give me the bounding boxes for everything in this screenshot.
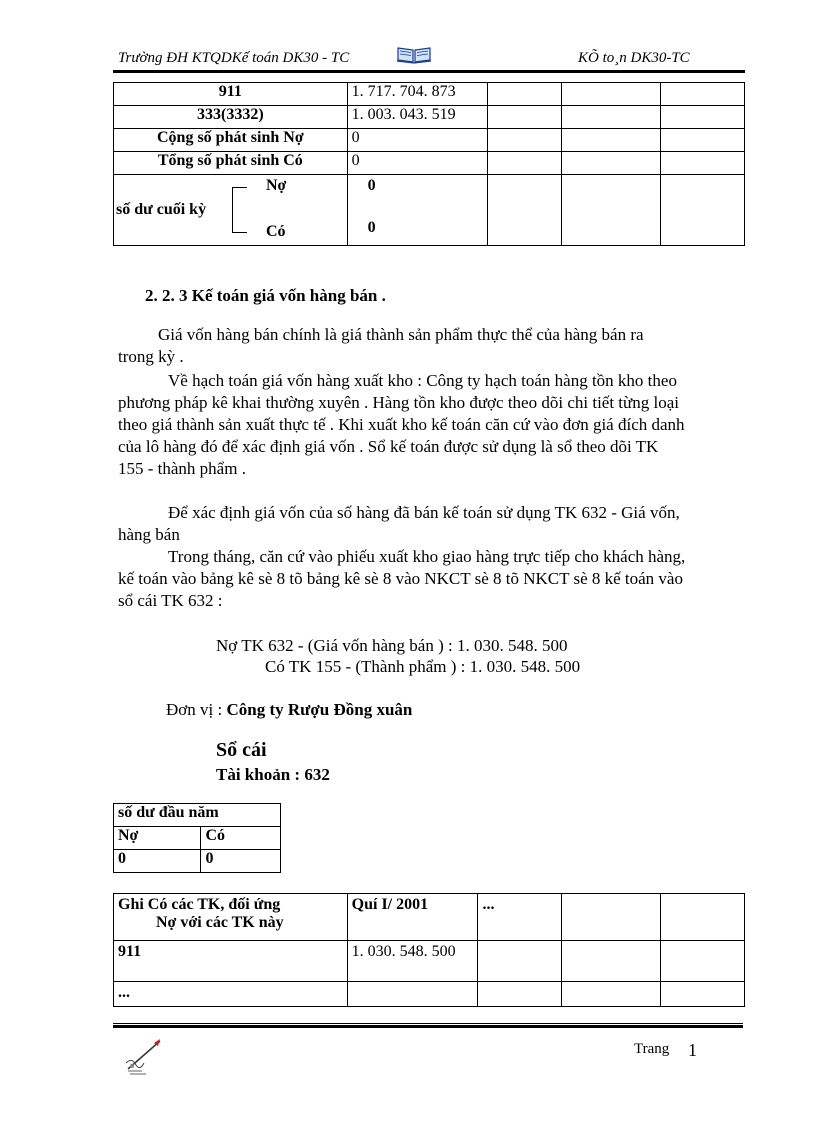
- credit-label: Có: [266, 223, 286, 240]
- credit-label: Có: [201, 827, 281, 850]
- paragraph-line: Để xác định giá vốn của số hàng đã bán kế toán sử dụng TK 632 - Giá vốn,: [168, 503, 680, 522]
- header-left-text: Trường ĐH KTQDKế toán DK30 - TC: [118, 50, 350, 66]
- row-value: 1. 030. 548. 500: [347, 941, 478, 982]
- bracket: [232, 187, 247, 233]
- closing-balance-values: [347, 175, 488, 246]
- journal-entry-debit: Nợ TK 632 - (Giá vốn hàng bán ) : 1. 030. 548. 500: [216, 636, 568, 655]
- paragraph-line: phương pháp kê khai thường xuyên . Hàng tồn kho được theo dõi chi tiết từng loại: [118, 393, 679, 412]
- header-divider: [113, 70, 745, 73]
- unit-name: Công ty Rượu Đồng xuân: [226, 700, 413, 719]
- paragraph-2: [118, 370, 744, 480]
- unit-label: Đơn vị :: [166, 700, 223, 719]
- page-label: Trang: [634, 1041, 670, 1057]
- table-row: [114, 827, 281, 850]
- book-icon: [396, 42, 432, 69]
- table-row: [114, 982, 745, 1007]
- pen-logo-icon: [122, 1035, 164, 1082]
- opening-balance-header: số dư đầu năm: [114, 804, 281, 827]
- table-row: [114, 83, 745, 106]
- header-line: Ghi Có các TK, đối ứng: [118, 896, 281, 913]
- row-value: 0: [347, 152, 488, 175]
- paragraph-line: hàng bán: [118, 525, 180, 544]
- table-row: [114, 175, 745, 246]
- row-label: Tổng số phát sinh Có: [114, 152, 348, 175]
- ledger-table: [113, 893, 745, 1007]
- debit-value: 0: [114, 850, 201, 873]
- journal-entry-credit: Có TK 155 - (Thành phẩm ) : 1. 030. 548. 500: [265, 657, 581, 676]
- account-label: Tài khoản : 632: [216, 765, 330, 784]
- ledger-header-more: ...: [478, 894, 562, 941]
- debit-value: 0: [367, 177, 376, 194]
- row-label: 911: [114, 941, 348, 982]
- balance-table: [113, 82, 745, 246]
- closing-balance-label: số dư cuối kỳ: [116, 201, 207, 218]
- row-value: 1. 003. 043. 519: [347, 106, 488, 129]
- paragraph-line: theo giá thành sản xuất thực tế . Khi xuất kho kế toán căn cứ vào đơn giá đích danh: [118, 415, 685, 434]
- page-number: 1: [688, 1040, 697, 1060]
- paragraph-line: Trong tháng, căn cứ vào phiếu xuất kho giao hàng trực tiếp cho khách hàng,: [168, 547, 686, 566]
- table-row: [114, 106, 745, 129]
- row-label: ...: [114, 982, 348, 1007]
- opening-balance-table: [113, 803, 281, 873]
- header-right-text: KÕ to¸n DK30-TC: [578, 50, 690, 66]
- header-line: Nợ với các TK này: [156, 914, 284, 931]
- section-heading: 2. 2. 3 Kế toán giá vốn hàng bán .: [145, 286, 386, 305]
- debit-label: Nợ: [114, 827, 201, 850]
- paragraph-1: [118, 324, 744, 368]
- row-label: Cộng số phát sinh Nợ: [114, 129, 348, 152]
- paragraph-line: Giá vốn hàng bán chính là giá thành sản phẩm thực thể của hàng bán ra: [158, 325, 644, 344]
- credit-value: 0: [201, 850, 281, 873]
- paragraph-line: sổ cái TK 632 :: [118, 591, 223, 610]
- paragraph-3: [118, 502, 744, 546]
- row-value: 1. 717. 704. 873: [347, 83, 488, 106]
- debit-label: Nợ: [266, 177, 287, 194]
- credit-value: 0: [367, 219, 376, 236]
- paragraph-4: [118, 546, 744, 612]
- paragraph-line: của lô hàng đó để xác định giá vốn . Sổ kế toán được sử dụng là sổ theo dõi TK: [118, 437, 659, 456]
- table-row: [114, 152, 745, 175]
- row-value: 0: [347, 129, 488, 152]
- table-row: [114, 850, 281, 873]
- ledger-header-account: [114, 894, 348, 941]
- table-row: [114, 894, 745, 941]
- paragraph-line: Về hạch toán giá vốn hàng xuất kho : Công ty hạch toán hàng tồn kho theo: [168, 371, 677, 390]
- paragraph-line: trong kỳ .: [118, 347, 184, 366]
- unit-line: [166, 700, 412, 720]
- closing-balance-cell: [114, 175, 348, 246]
- table-row: [114, 941, 745, 982]
- paragraph-line: kế toán vào bảng kê sè 8 tõ bảng kê sè 8 vào NKCT sè 8 tõ NKCT sè 8 kế toán vào: [118, 569, 683, 588]
- footer-divider: [113, 1023, 743, 1028]
- row-label: 333(3332): [114, 106, 348, 129]
- paragraph-line: 155 - thành phẩm .: [118, 459, 246, 478]
- row-label: 911: [114, 83, 348, 106]
- table-row: [114, 804, 281, 827]
- ledger-header-period: Quí I/ 2001: [347, 894, 478, 941]
- ledger-title: Sổ cái: [216, 739, 267, 761]
- table-row: [114, 129, 745, 152]
